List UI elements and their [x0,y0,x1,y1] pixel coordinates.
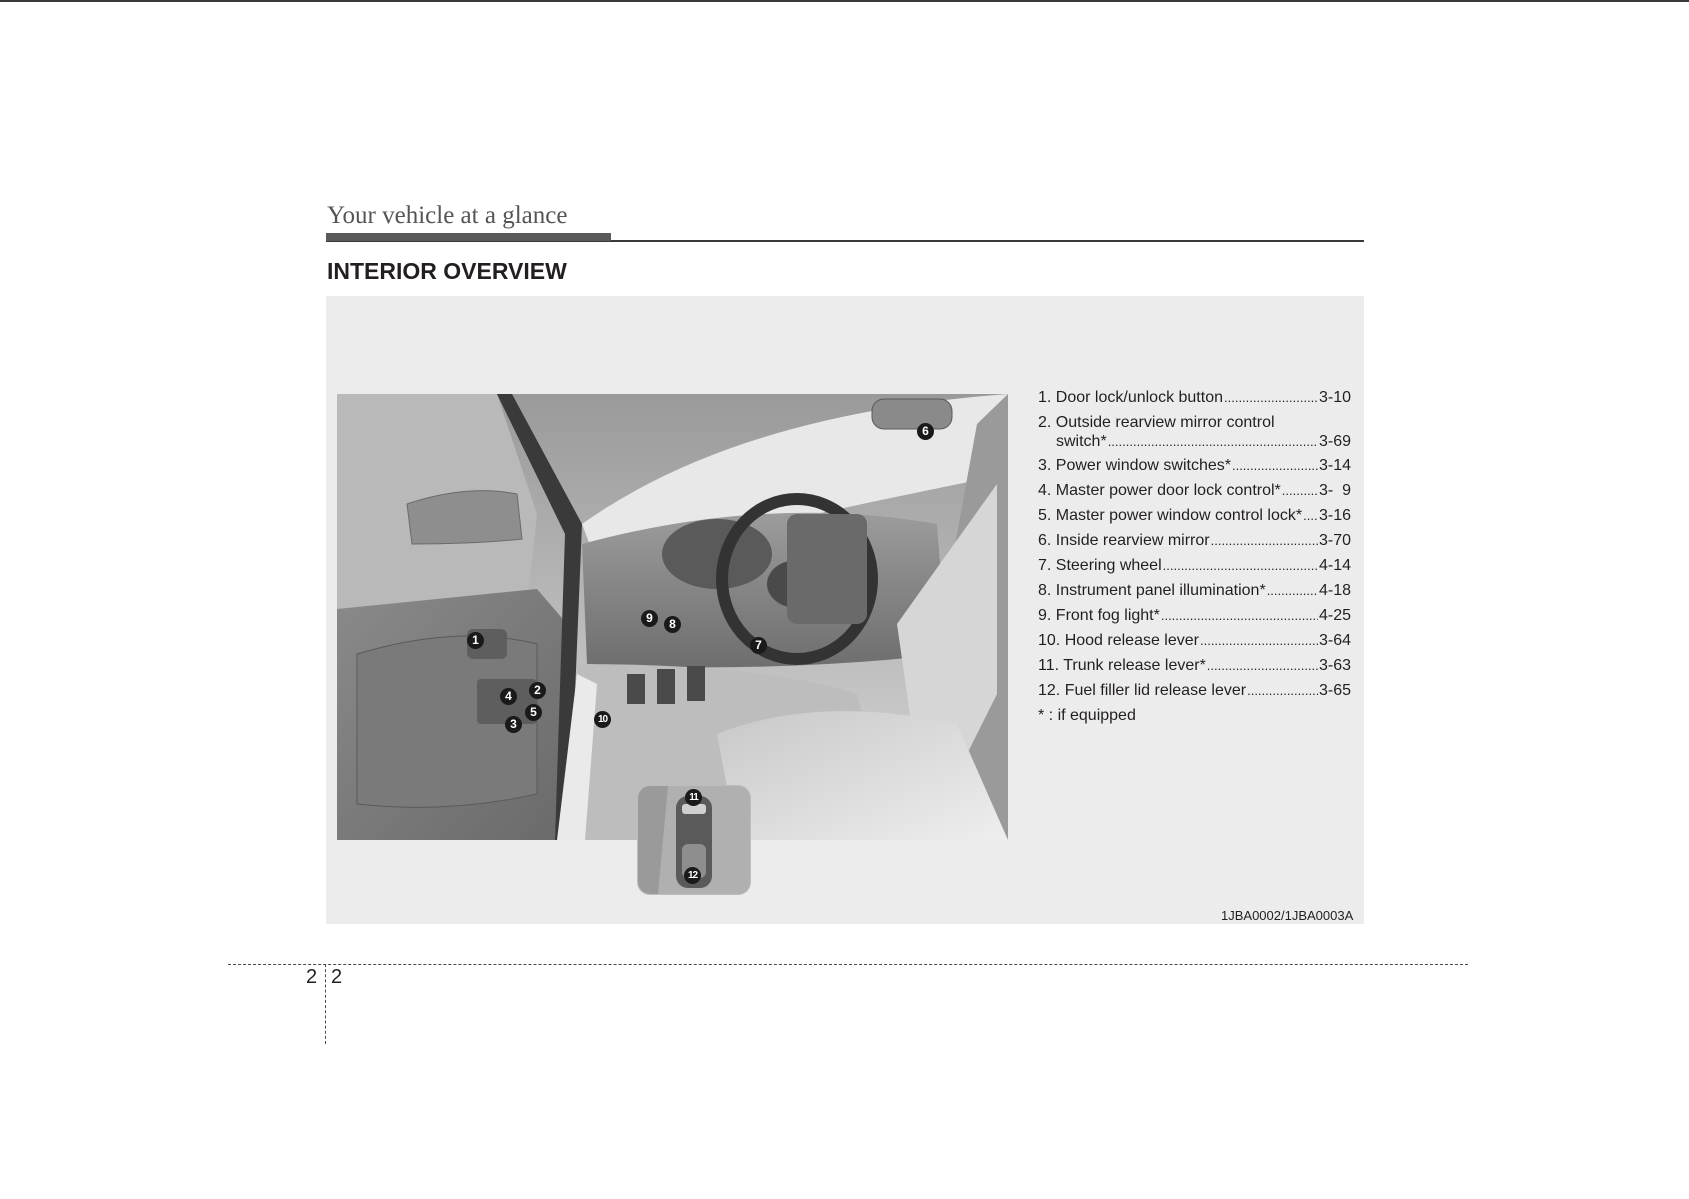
leader-dots [1207,657,1318,675]
legend-page: 4-25 [1318,607,1351,624]
legend-item [1038,607,1351,632]
leader-dots [1108,433,1318,451]
legend-label: 12. Fuel filler lid release lever [1038,682,1247,699]
chapter-number: 2 [306,966,318,988]
legend-label: 5. Master power window control lock* [1038,507,1303,524]
callout-8: 8 [664,616,681,633]
legend-label: 9. Front fog light* [1038,607,1160,624]
legend-label: 11. Trunk release lever* [1038,657,1206,674]
leader-dots [1232,457,1318,475]
legend-item [1038,682,1351,707]
legend-item [1038,457,1351,482]
callout-9: 9 [641,610,658,627]
leader-dots [1224,389,1318,407]
legend-label: 10. Hood release lever [1038,632,1199,649]
callout-4: 4 [500,688,517,705]
legend-item [1038,632,1351,657]
page-heading: INTERIOR OVERVIEW [327,258,567,284]
header-rule-accent [326,233,611,241]
legend-page: 3-16 [1318,507,1351,524]
legend-page: 3-70 [1318,532,1351,549]
section-title: Your vehicle at a glance [327,202,568,229]
callout-12: 12 [684,867,701,884]
legend-item [1038,582,1351,607]
legend-label: 1. Door lock/unlock button [1038,389,1223,406]
legend-page: 3-63 [1318,657,1351,674]
legend-page: 4-18 [1318,582,1351,599]
legend-page: 3-64 [1318,632,1351,649]
legend-list [1038,389,1351,732]
legend-page: 3- 9 [1318,482,1351,499]
figure-code: 1JBA0002/1JBA0003A [1221,908,1354,923]
callout-10: 10 [594,711,611,728]
legend-item [1038,482,1351,507]
footer-rule [228,964,1468,965]
legend-page: 3-65 [1318,682,1351,699]
top-border-rule [0,0,1689,2]
legend-label: 3. Power window switches* [1038,457,1231,474]
leader-dots [1303,507,1318,525]
callout-11: 11 [685,789,702,806]
legend-item [1038,507,1351,532]
legend-label: 8. Instrument panel illumination* [1038,582,1266,599]
leader-dots [1211,532,1318,550]
legend-page: 4-14 [1318,557,1351,574]
callout-5: 5 [525,704,542,721]
legend-page: 3-14 [1318,457,1351,474]
legend-label: 4. Master power door lock control* [1038,482,1281,499]
legend-label: 6. Inside rearview mirror [1038,532,1210,549]
leader-dots [1200,632,1318,650]
callout-1: 1 [467,632,484,649]
legend-item [1038,557,1351,582]
page-number: 2 [331,966,343,988]
leader-dots [1163,557,1318,575]
legend-item [1038,532,1351,557]
legend-label-continued: switch* [1056,433,1107,450]
footer-divider [325,964,326,1044]
callout-3: 3 [505,716,522,733]
legend-page: 3-10 [1318,389,1351,406]
legend-label: 7. Steering wheel [1038,557,1162,574]
legend-item [1038,389,1351,414]
legend-item [1038,657,1351,682]
legend-page: 3-69 [1318,433,1351,450]
leader-dots [1161,607,1318,625]
leader-dots [1247,682,1318,700]
callout-6: 6 [917,423,934,440]
legend-item [1038,414,1351,452]
legend-label: 2. Outside rearview mirror control [1038,414,1275,431]
callout-7: 7 [750,637,767,654]
leader-dots [1267,582,1318,600]
leader-dots [1282,482,1318,500]
equipped-note: * : if equipped [1038,707,1136,724]
callout-2: 2 [529,682,546,699]
